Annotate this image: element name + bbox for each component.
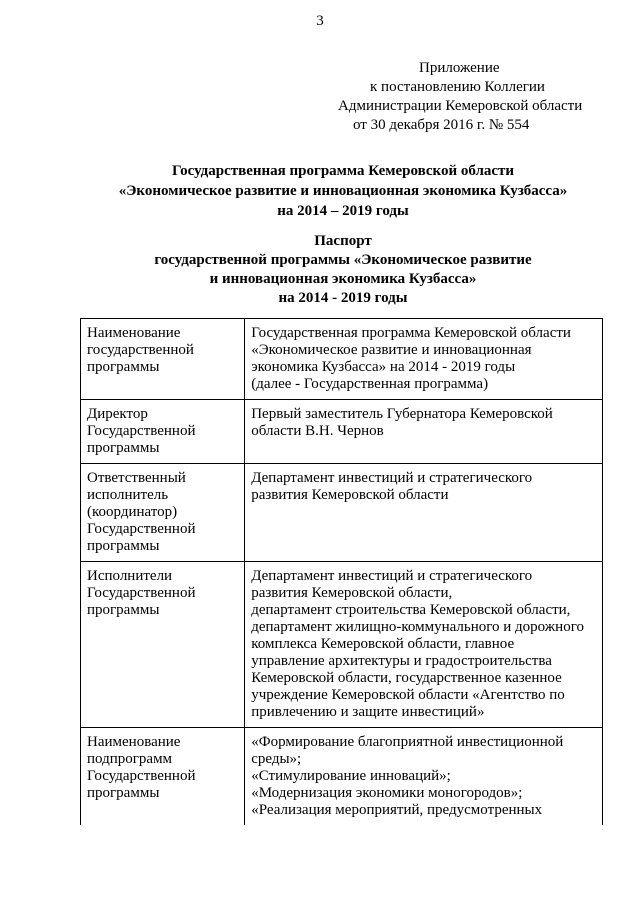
row-value-cell xyxy=(245,319,603,400)
value-line: департамент строительства Кемеровской области, xyxy=(251,602,571,618)
passport-title xyxy=(0,232,640,308)
appendix-line: от 30 декабря 2016 г. № 554 xyxy=(353,117,530,133)
passport-title-line: государственной программы «Экономическое развитие xyxy=(154,252,532,268)
value-line: Кемеровской области, государственное казенное xyxy=(251,670,562,686)
label-line: Исполнители xyxy=(87,568,173,584)
program-title-line: Государственная программа Кемеровской области xyxy=(171,163,515,179)
appendix-line: Администрации Кемеровской области xyxy=(338,98,583,114)
row-label-cell xyxy=(81,562,245,728)
label-line: Директор xyxy=(87,406,148,422)
value-line: комплекса Кемеровской области, главное xyxy=(251,636,515,652)
passport-title-line: и инновационная экономика Кузбасса» xyxy=(209,271,477,287)
value-line: «Модернизация экономики моногородов»; xyxy=(251,785,523,801)
value-line: Государственная программа Кемеровской области xyxy=(251,325,571,341)
value-line: (далее - Государственная программа) xyxy=(251,376,489,392)
passport-title-line: Паспорт xyxy=(314,233,372,249)
row-value-cell xyxy=(245,562,603,728)
value-line: «Формирование благоприятной инвестиционной xyxy=(251,734,564,750)
label-line: Наименование xyxy=(87,734,181,750)
appendix-line: Приложение xyxy=(419,60,500,76)
value-line: развития Кемеровской области, xyxy=(251,585,453,601)
table-row xyxy=(81,400,603,464)
row-label-cell xyxy=(81,400,245,464)
program-title-line: на 2014 – 2019 годы xyxy=(277,203,409,219)
row-label-cell xyxy=(81,319,245,400)
label-line: Государственной xyxy=(87,521,196,537)
table-row xyxy=(81,464,603,562)
label-line: подпрограмм xyxy=(87,751,173,767)
label-line: исполнитель xyxy=(87,487,169,503)
table-row xyxy=(81,319,603,400)
label-line: (координатор) xyxy=(87,504,178,520)
value-line: экономика Кузбасса» на 2014 - 2019 годы xyxy=(251,359,516,375)
program-title-line: «Экономическое развитие и инновационная экономика Кузбасса» xyxy=(118,183,568,199)
label-line: программы xyxy=(87,602,160,618)
label-line: программы xyxy=(87,785,160,801)
value-line: управление архитектуры и градостроительства xyxy=(251,653,552,669)
passport-table xyxy=(80,318,603,825)
value-line: Департамент инвестиций и стратегического xyxy=(251,470,533,486)
value-line: «Стимулирование инноваций»; xyxy=(251,768,451,784)
label-line: Государственной xyxy=(87,423,196,439)
label-line: программы xyxy=(87,440,160,456)
row-value-cell xyxy=(245,728,603,826)
label-line: программы xyxy=(87,538,160,554)
row-label-cell xyxy=(81,728,245,826)
label-line: Государственной xyxy=(87,768,196,784)
table-row xyxy=(81,728,603,826)
value-line: области В.Н. Чернов xyxy=(251,423,384,439)
label-line: Наименование xyxy=(87,325,181,341)
label-line: Ответственный xyxy=(87,470,186,486)
value-line: привлечению и защите инвестиций» xyxy=(251,704,485,720)
value-line: департамент жилищно-коммунального и дорожного xyxy=(251,619,584,635)
label-line: государственной xyxy=(87,342,194,358)
page-number: 3 xyxy=(316,13,324,29)
value-line: среды»; xyxy=(251,751,302,767)
appendix-block xyxy=(320,59,600,135)
label-line: программы xyxy=(87,359,160,375)
appendix-line: к постановлению Коллегии xyxy=(370,79,545,95)
value-line: Департамент инвестиций и стратегического xyxy=(251,568,533,584)
value-line: «Экономическое развитие и инновационная xyxy=(251,342,532,358)
label-line: Государственной xyxy=(87,585,196,601)
row-value-cell xyxy=(245,464,603,562)
row-value-cell xyxy=(245,400,603,464)
value-line: «Реализация мероприятий, предусмотренных xyxy=(251,802,543,818)
row-label-cell xyxy=(81,464,245,562)
value-line: развития Кемеровской области xyxy=(251,487,449,503)
passport-title-line: на 2014 - 2019 годы xyxy=(278,290,408,306)
value-line: Первый заместитель Губернатора Кемеровской xyxy=(251,406,553,422)
program-title xyxy=(0,161,640,221)
value-line: учреждение Кемеровской области «Агентство по xyxy=(251,687,565,703)
table-row xyxy=(81,562,603,728)
